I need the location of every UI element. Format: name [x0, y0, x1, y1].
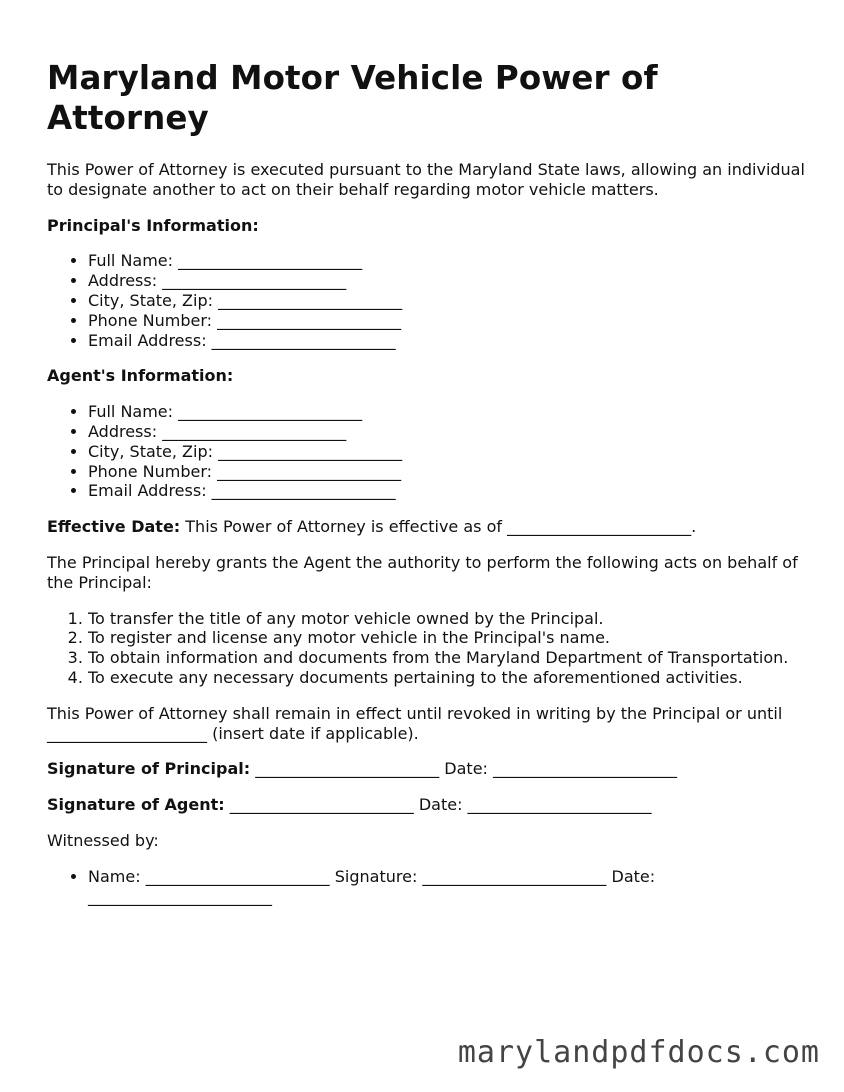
principal-fields-list: [47, 251, 807, 350]
duration-paragraph: This Power of Attorney shall remain in effect until revoked in writing by the Principal or until ____________________ (insert date if applicable).: [47, 703, 783, 743]
agent-full-name-field: • Full Name: _______________________: [88, 402, 807, 422]
witness-line: • Name: _______________________ Signature: _______________________ Date: _______________________: [88, 867, 807, 907]
agent-signature-blank: _______________________ Date: _______________________: [224, 795, 652, 815]
act-item: 3. To obtain information and documents from the Maryland Department of Transportation.: [88, 648, 807, 668]
site-watermark: marylandpdfdocs.com: [457, 1035, 820, 1070]
principal-email-field: • Email Address: _______________________: [88, 331, 807, 351]
principal-phone-field: • Phone Number: _______________________: [88, 311, 807, 331]
principal-heading: Principal's Information:: [47, 215, 259, 235]
agent-phone-field: • Phone Number: _______________________: [88, 462, 807, 482]
agent-email-field: • Email Address: _______________________: [88, 481, 807, 501]
act-item: 1. To transfer the title of any motor vehicle owned by the Principal.: [88, 609, 807, 629]
effective-date-paragraph: [47, 517, 807, 537]
intro-paragraph: This Power of Attorney is executed pursuant to the Maryland State laws, allowing an individual to designate another to act on their behalf regarding motor vehicle matters.: [47, 160, 805, 199]
document-page: [47, 58, 807, 922]
grant-paragraph: The Principal hereby grants the Agent the authority to perform the following acts on behalf of the Principal:: [47, 552, 798, 592]
principal-address-field: • Address: _______________________: [88, 271, 807, 291]
witness-list: [47, 867, 807, 907]
agent-heading: Agent's Information:: [47, 366, 234, 386]
principal-full-name-field: • Full Name: _______________________: [88, 251, 807, 271]
act-item: 4. To execute any necessary documents pertaining to the aforementioned activities.: [88, 668, 807, 688]
acts-list: [47, 609, 807, 688]
document-title: Maryland Motor Vehicle Power of Attorney: [47, 59, 658, 137]
agent-signature-line: [47, 795, 807, 815]
principal-signature-line: [47, 759, 807, 779]
witness-heading: Witnessed by:: [47, 830, 159, 850]
principal-signature-label: Signature of Principal:: [47, 759, 251, 779]
agent-signature-label: Signature of Agent:: [47, 795, 225, 815]
agent-fields-list: [47, 402, 807, 501]
principal-signature-blank: _______________________ Date: _______________________: [250, 759, 678, 779]
agent-address-field: • Address: _______________________: [88, 422, 807, 442]
effective-date-text: This Power of Attorney is effective as of _______________________.: [180, 517, 697, 537]
agent-city-state-zip-field: • City, State, Zip: _______________________: [88, 442, 807, 462]
principal-city-state-zip-field: • City, State, Zip: _______________________: [88, 291, 807, 311]
act-item: 2. To register and license any motor vehicle in the Principal's name.: [88, 628, 807, 648]
effective-date-label: Effective Date:: [47, 517, 181, 537]
